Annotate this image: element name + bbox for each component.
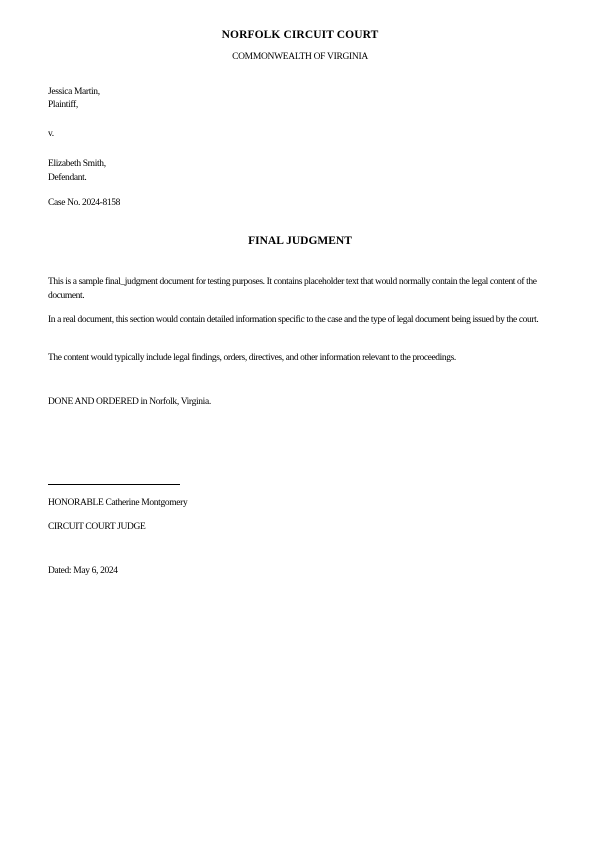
judge-name: HONORABLE Catherine Montgomery xyxy=(48,498,188,508)
signature-line xyxy=(48,484,180,485)
dated-line: Dated: May 6, 2024 xyxy=(48,566,118,576)
body-paragraph-1: This is a sample final_judgment document for testing purposes. It contains placeholder text that would normally contain the legal content of the document. xyxy=(48,277,537,301)
defendant-name: Elizabeth Smith, xyxy=(48,159,106,169)
defendant-role: Defendant. xyxy=(48,173,87,183)
body-paragraph-2: In a real document, this section would contain detailed information specific to the case and the type of legal document being issued by the court. xyxy=(48,315,539,325)
body-paragraph-3: The content would typically include legal findings, orders, directives, and other information relevant to the proceedings. xyxy=(48,353,456,363)
judge-title: CIRCUIT COURT JUDGE xyxy=(48,522,146,532)
plaintiff-role: Plaintiff, xyxy=(48,100,78,110)
document-title: FINAL JUDGMENT xyxy=(248,235,352,247)
case-number: Case No. 2024-8158 xyxy=(48,198,121,208)
plaintiff-name: Jessica Martin, xyxy=(48,87,100,97)
court-name: NORFOLK CIRCUIT COURT xyxy=(221,29,379,41)
done-and-ordered: DONE AND ORDERED in Norfolk, Virginia. xyxy=(48,397,211,407)
versus-label: v. xyxy=(48,129,54,139)
court-jurisdiction: COMMONWEALTH OF VIRGINIA xyxy=(232,52,368,62)
